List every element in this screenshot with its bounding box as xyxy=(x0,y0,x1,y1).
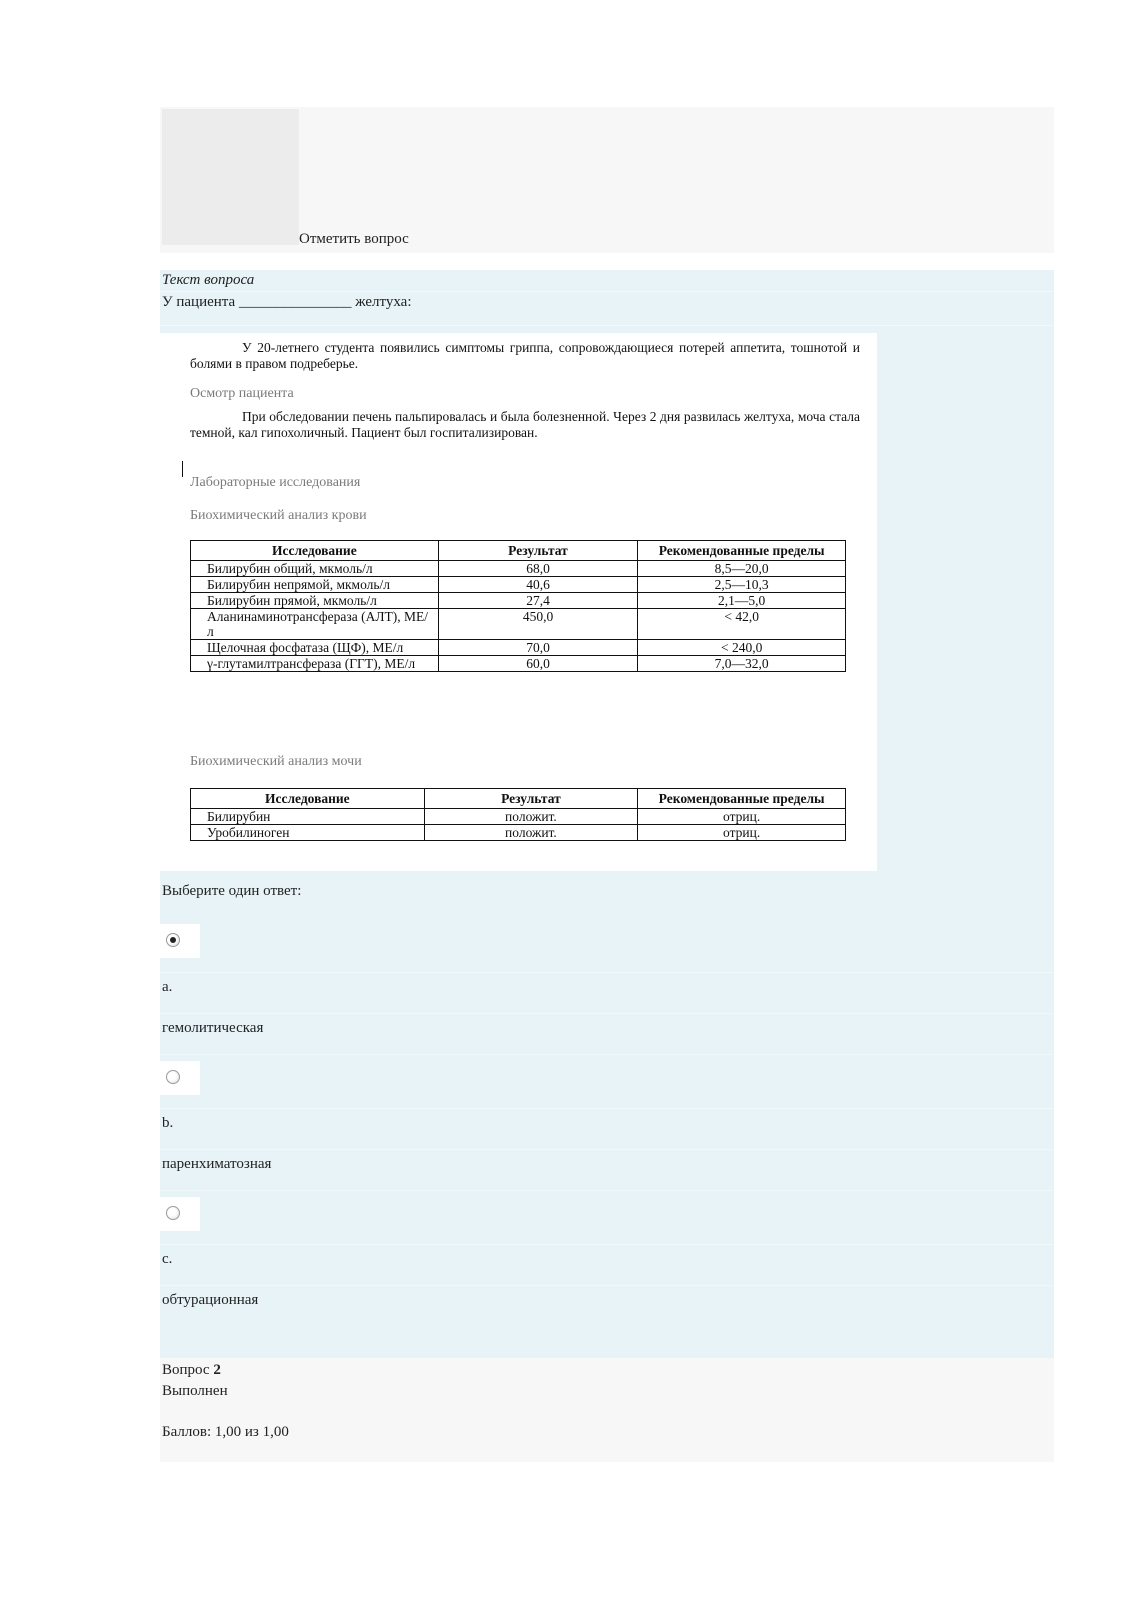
option-a-letter: a. xyxy=(162,979,173,995)
table-row xyxy=(191,825,846,841)
blood-table xyxy=(190,540,846,672)
question-2-title xyxy=(162,1362,221,1379)
urine-heading: Биохимический анализ мочи xyxy=(190,754,362,769)
table-row xyxy=(191,809,846,825)
option-c-radio-wrap[interactable] xyxy=(160,1197,200,1231)
table-cell: 7,0—32,0 xyxy=(638,656,846,672)
question-stem: У пациента _______________ желтуха: xyxy=(162,294,412,310)
table-cell: 2,1—5,0 xyxy=(638,593,846,609)
table-cell: 2,5—10,3 xyxy=(638,577,846,593)
table-row xyxy=(191,577,846,593)
divider xyxy=(160,291,1054,292)
column-header: Результат xyxy=(438,541,638,561)
option-c-radio[interactable] xyxy=(166,1206,180,1220)
case-intro: У 20-летнего студента появились симптомы гриппа, сопровождающиеся потерей аппетита, тошнотой и болями в правом подреберье. xyxy=(190,340,860,371)
table-row xyxy=(191,609,846,640)
lab-heading: Лабораторные исследования xyxy=(190,475,361,490)
table-row xyxy=(191,640,846,656)
column-header: Исследование xyxy=(191,789,425,809)
divider xyxy=(160,972,1054,973)
table-cell: 70,0 xyxy=(438,640,638,656)
column-header: Результат xyxy=(424,789,638,809)
table-cell: < 42,0 xyxy=(638,609,846,640)
option-b-letter: b. xyxy=(162,1115,174,1131)
table-cell: 450,0 xyxy=(438,609,638,640)
table-cell: Аланинаминотрансфераза (АЛТ), МЕ/л xyxy=(191,609,439,640)
column-header: Рекомендованные пределы xyxy=(638,789,846,809)
table-row xyxy=(191,593,846,609)
divider xyxy=(160,1108,1054,1109)
table-cell: 60,0 xyxy=(438,656,638,672)
question-number: 2 xyxy=(213,1362,221,1378)
option-a-radio[interactable] xyxy=(166,933,180,947)
divider xyxy=(160,1054,1054,1055)
table-cell: 27,4 xyxy=(438,593,638,609)
table-row xyxy=(191,561,846,577)
table-row xyxy=(191,656,846,672)
table-cell: 40,6 xyxy=(438,577,638,593)
table-cell: 68,0 xyxy=(438,561,638,577)
urine-table xyxy=(190,788,846,841)
question-2-info xyxy=(160,1358,1054,1462)
column-header: Исследование xyxy=(191,541,439,561)
question-2-status: Выполнен xyxy=(162,1383,228,1399)
divider xyxy=(160,1013,1054,1014)
table-cell: положит. xyxy=(424,825,638,841)
table-cell: 8,5—20,0 xyxy=(638,561,846,577)
option-b-label[interactable]: паренхиматозная xyxy=(162,1156,272,1172)
table-cell: Билирубин общий, мкмоль/л xyxy=(191,561,439,577)
option-a-label[interactable]: гемолитическая xyxy=(162,1020,264,1036)
question-label: Вопрос xyxy=(162,1362,210,1378)
divider xyxy=(160,1149,1054,1150)
divider xyxy=(160,1244,1054,1245)
divider xyxy=(160,325,1054,326)
table-cell: Билирубин прямой, мкмоль/л xyxy=(191,593,439,609)
flag-question-link[interactable]: Отметить вопрос xyxy=(299,231,409,247)
flag-icon[interactable] xyxy=(162,109,299,245)
table-cell: Уробилиноген xyxy=(191,825,425,841)
answer-prompt: Выберите один ответ: xyxy=(162,883,302,899)
divider xyxy=(160,1190,1054,1191)
exam-text: При обследовании печень пальпировалась и была болезненной. Через 2 дня развилась желтуха, моча стала темной, кал гипохоличный. Пациент был госпитализирован. xyxy=(190,409,860,440)
table-cell: Билирубин непрямой, мкмоль/л xyxy=(191,577,439,593)
question-info-panel xyxy=(160,107,1054,253)
table-cell: < 240,0 xyxy=(638,640,846,656)
table-cell: Билирубин xyxy=(191,809,425,825)
table-cell: отриц. xyxy=(638,825,846,841)
option-b-radio-wrap[interactable] xyxy=(160,1061,200,1095)
table-header-row xyxy=(191,789,846,809)
table-cell: γ-глутамилтрансфераза (ГГТ), МЕ/л xyxy=(191,656,439,672)
question-2-score: Баллов: 1,00 из 1,00 xyxy=(162,1424,289,1440)
option-c-letter: c. xyxy=(162,1251,173,1267)
question-text-heading: Текст вопроса xyxy=(162,272,255,288)
table-cell: положит. xyxy=(424,809,638,825)
case-image xyxy=(160,333,877,871)
exam-heading: Осмотр пациента xyxy=(190,386,294,401)
column-header: Рекомендованные пределы xyxy=(638,541,846,561)
divider xyxy=(160,1285,1054,1286)
option-c-label[interactable]: обтурационная xyxy=(162,1292,259,1308)
table-header-row xyxy=(191,541,846,561)
table-cell: отриц. xyxy=(638,809,846,825)
blood-heading: Биохимический анализ крови xyxy=(190,508,367,523)
option-b-radio[interactable] xyxy=(166,1070,180,1084)
table-cell: Щелочная фосфатаза (ЩФ), МЕ/л xyxy=(191,640,439,656)
text-cursor xyxy=(182,461,183,477)
option-a-radio-wrap[interactable] xyxy=(160,924,200,958)
question-content xyxy=(160,270,1054,1358)
